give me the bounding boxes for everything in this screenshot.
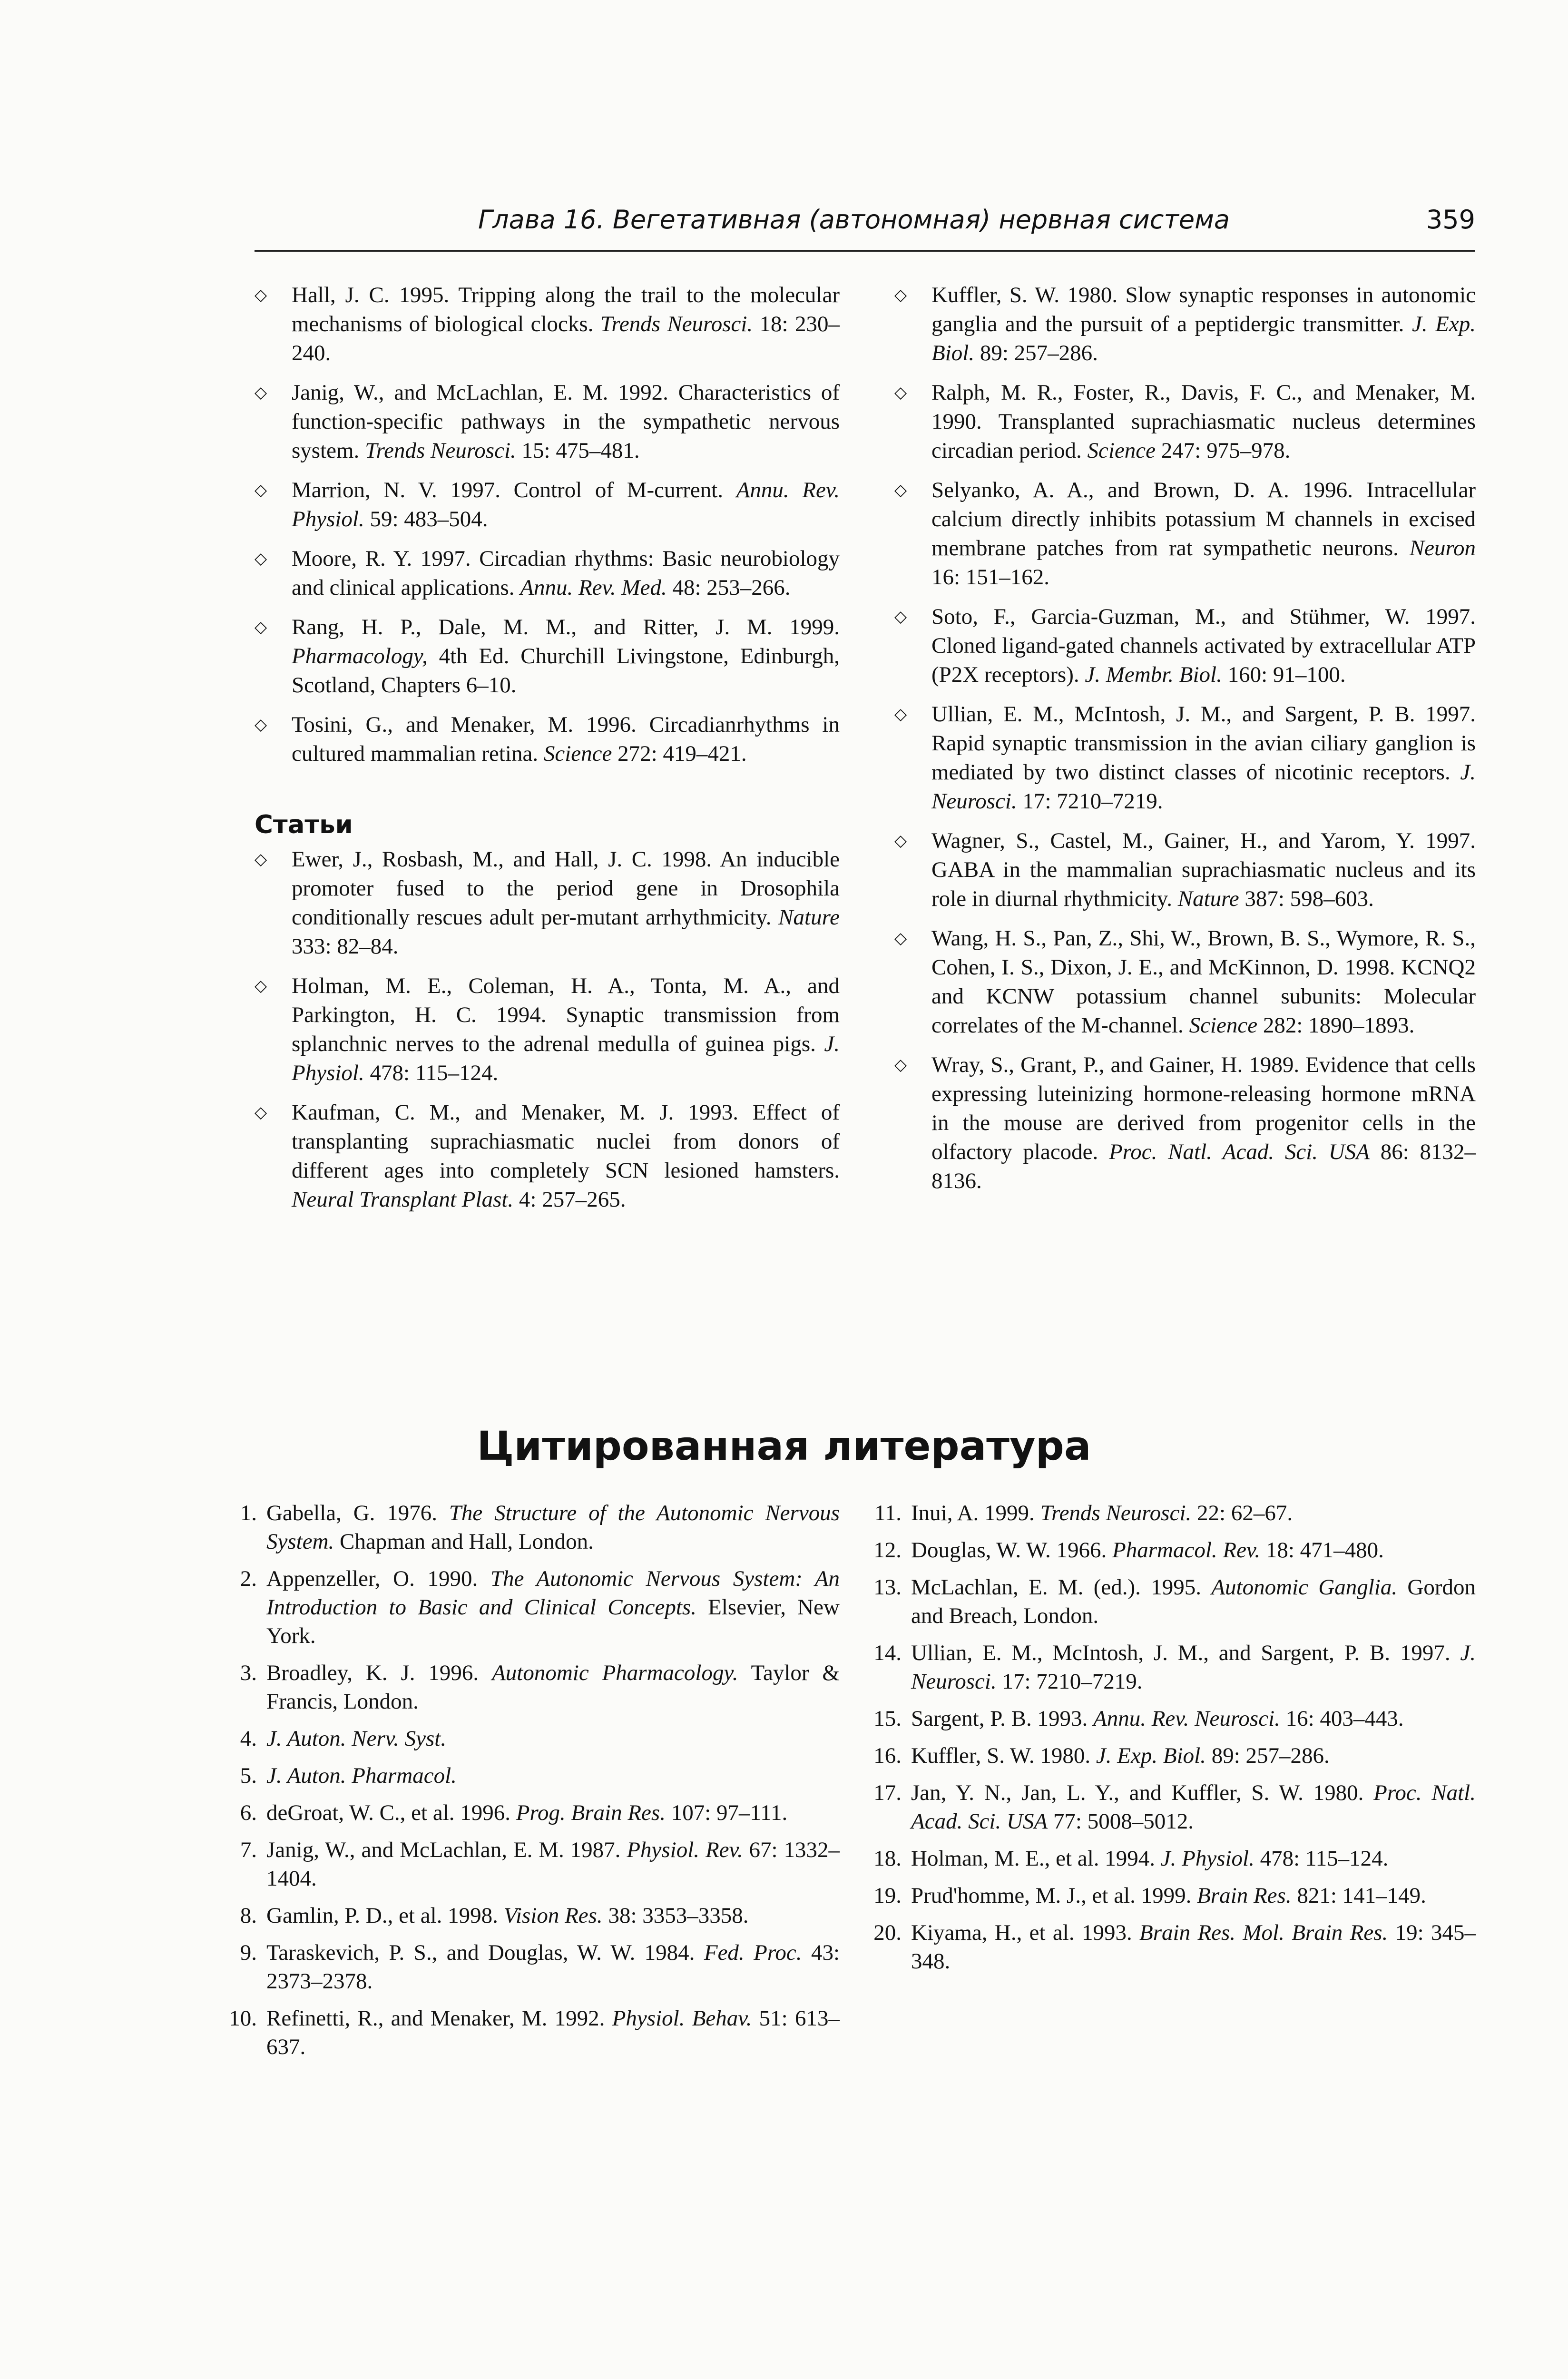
reference-item <box>255 476 840 534</box>
cited-item <box>863 1741 1476 1770</box>
bullet-icon: ◇ <box>255 716 267 734</box>
reference-text: 821: 141–149. <box>1291 1883 1426 1908</box>
reference-text: 86: 8132–8136. <box>931 1140 1476 1193</box>
reference-source: J. Auton. Pharmacol. <box>266 1763 457 1788</box>
cited-number: 1. <box>240 1501 257 1525</box>
cited-item <box>863 1779 1476 1836</box>
cited-number: 2. <box>240 1566 257 1591</box>
reference-source: Prog. Brain Res. <box>516 1800 666 1825</box>
reference-text: Marrion, N. V. 1997. Control of M-current. <box>292 478 736 502</box>
reference-source: Neural Transplant Plast. <box>292 1187 514 1212</box>
reference-text: Broadley, K. J. 1996. <box>266 1661 492 1685</box>
reference-item <box>894 602 1476 689</box>
cited-item <box>219 1724 840 1753</box>
reference-text: 18: 471–480. <box>1260 1538 1384 1563</box>
bullet-icon: ◇ <box>894 832 907 850</box>
reference-text: 18: 230–240. <box>292 312 840 365</box>
reference-text: Selyanko, A. A., and Brown, D. A. 1996. Intracellular calcium directly inhibits potassium M channels in excised membrane patches from rat sympathetic neurons. <box>931 478 1476 560</box>
reference-source: Pharmacol. Rev. <box>1112 1538 1261 1563</box>
reference-text: Taylor & Francis, London. <box>266 1661 840 1714</box>
cited-item <box>863 1918 1476 1976</box>
reference-text: 38: 3353–3358. <box>602 1903 749 1928</box>
reference-source: Physiol. Behav. <box>612 2006 752 2031</box>
right-reference-column <box>894 281 1476 1206</box>
cited-item <box>219 1836 840 1893</box>
reference-text: 51: 613–637. <box>266 2006 840 2059</box>
reference-text: Tosini, G., and Menaker, M. 1996. Circadianrhythms in cultured mammalian retina. <box>292 712 840 766</box>
cited-number: 5. <box>240 1763 257 1788</box>
bullet-icon: ◇ <box>255 851 267 868</box>
reference-source: Nature <box>1177 886 1239 911</box>
reference-text: 89: 257–286. <box>1205 1743 1330 1768</box>
reference-text: 16: 403–443. <box>1280 1706 1404 1731</box>
reference-text: Douglas, W. W. 1966. <box>911 1538 1113 1563</box>
reference-text: 17: 7210–7219. <box>996 1669 1143 1694</box>
left-reference-column <box>255 281 840 1225</box>
cited-number: 3. <box>240 1661 257 1685</box>
reference-item <box>894 378 1476 465</box>
reference-text: Gordon and Breach, London. <box>911 1575 1476 1628</box>
reference-source: Nature <box>778 905 840 930</box>
reference-source: J. Exp. Biol. <box>931 312 1476 365</box>
reference-text: 89: 257–286. <box>974 341 1098 365</box>
bullet-icon: ◇ <box>894 384 907 402</box>
reference-source: J. Neurosci. <box>931 760 1476 814</box>
reference-item <box>894 700 1476 816</box>
reference-source: J. Membr. Biol. <box>1085 662 1222 687</box>
reference-item <box>255 613 840 700</box>
reference-source: Vision Res. <box>503 1903 603 1928</box>
reference-text: 48: 253–266. <box>666 575 791 600</box>
cited-item <box>863 1704 1476 1733</box>
cited-item <box>219 1659 840 1716</box>
cited-number: 16. <box>873 1743 902 1768</box>
articles-heading: Статьи <box>255 810 353 839</box>
reference-text: McLachlan, E. M. (ed.). 1995. <box>911 1575 1212 1600</box>
reference-source: Neuron <box>1409 536 1476 560</box>
cited-number: 7. <box>240 1838 257 1862</box>
cited-number: 17. <box>873 1780 902 1805</box>
reference-item <box>255 544 840 602</box>
reference-text: 19: 345–348. <box>911 1920 1476 1974</box>
cited-number: 8. <box>240 1903 257 1928</box>
bullet-icon: ◇ <box>255 1104 267 1121</box>
reference-text: 107: 97–111. <box>665 1800 788 1825</box>
reference-source: J. Auton. Nerv. Syst. <box>266 1726 447 1751</box>
reference-source: Science <box>1087 438 1156 463</box>
reference-text: 333: 82–84. <box>292 934 399 959</box>
reference-text: 4: 257–265. <box>513 1187 626 1212</box>
reference-source: Annu. Rev. Med. <box>520 575 667 600</box>
reference-text: Kuffler, S. W. 1980. Slow synaptic responses in autonomic ganglia and the pursuit of a peptidergic transmitter. <box>931 283 1476 336</box>
reference-text: Holman, M. E., Coleman, H. A., Tonta, M. A., and Parkington, H. C. 1994. Synaptic transmission from splanchnic nerves to the adrenal medulla of guinea pigs. <box>292 973 840 1056</box>
reference-text: Holman, M. E., et al. 1994. <box>911 1846 1161 1871</box>
cited-item <box>219 1938 840 1996</box>
reference-text: 478: 115–124. <box>364 1061 499 1085</box>
reference-text: Kiyama, H., et al. 1993. <box>911 1920 1140 1945</box>
bullet-icon: ◇ <box>255 384 267 402</box>
reference-text: Appenzeller, O. 1990. <box>266 1566 490 1591</box>
reference-text: 43: 2373–2378. <box>266 1940 840 1994</box>
reference-source: Autonomic Pharmacology. <box>492 1661 738 1685</box>
reference-text: 17: 7210–7219. <box>1017 789 1163 814</box>
cited-item <box>219 1761 840 1790</box>
cited-item <box>863 1499 1476 1527</box>
reference-item <box>894 826 1476 914</box>
reference-text: Kuffler, S. W. 1980. <box>911 1743 1096 1768</box>
bullet-icon: ◇ <box>894 706 907 723</box>
cited-number: 19. <box>873 1883 902 1908</box>
cited-item <box>863 1573 1476 1630</box>
reference-item <box>255 1098 840 1214</box>
reference-text: Jan, Y. N., Jan, L. Y., and Kuffler, S. W. 1980. <box>911 1780 1374 1805</box>
reference-text: 15: 475–481. <box>516 438 640 463</box>
reference-source: Fed. Proc. <box>704 1940 802 1965</box>
reference-text: deGroat, W. C., et al. 1996. <box>266 1800 516 1825</box>
cited-list-right <box>863 1499 1476 1984</box>
cited-literature-heading: Цитированная литература <box>477 1423 1091 1469</box>
reference-source: Physiol. Rev. <box>627 1838 743 1862</box>
reference-source: The Autonomic Nervous System: An Introduction to Basic and Clinical Concepts. <box>266 1566 840 1620</box>
reference-item <box>894 1051 1476 1196</box>
bullet-icon: ◇ <box>255 482 267 499</box>
reference-item <box>255 710 840 768</box>
cited-number: 9. <box>240 1940 257 1965</box>
reference-item <box>255 845 840 961</box>
cited-item <box>219 1799 840 1827</box>
reference-text: Gamlin, P. D., et al. 1998. <box>266 1903 504 1928</box>
reference-text: Rang, H. P., Dale, M. M., and Ritter, J. M. 1999. <box>292 615 840 639</box>
reference-source: Proc. Natl. Acad. Sci. USA <box>911 1780 1476 1834</box>
bullet-icon: ◇ <box>894 482 907 499</box>
reference-text: 478: 115–124. <box>1254 1846 1389 1871</box>
reference-source: Proc. Natl. Acad. Sci. USA <box>1109 1140 1370 1164</box>
bullet-icon: ◇ <box>255 977 267 995</box>
reference-item <box>894 281 1476 368</box>
reference-text: 247: 975–978. <box>1156 438 1291 463</box>
reference-text: Soto, F., Garcia-Guzman, M., and Stühmer, W. 1997. Cloned ligand-gated channels activated by extracellular ATP (P2X receptors). <box>931 604 1476 687</box>
cited-number: 14. <box>873 1641 902 1665</box>
reference-source: Autonomic Ganglia. <box>1211 1575 1398 1600</box>
reference-item <box>255 378 840 465</box>
reference-item <box>255 972 840 1088</box>
reference-source: Annu. Rev. Physiol. <box>292 478 840 531</box>
chapter-title: Глава 16. Вегетативная (автономная) нервная система <box>478 205 1230 235</box>
cited-item <box>219 1499 840 1556</box>
reference-text: Wray, S., Grant, P., and Gainer, H. 1989. Evidence that cells expressing luteinizing hormone-releasing hormone mRNA in the mouse are derived from progenitor cells in the olfactory placode. <box>931 1052 1476 1164</box>
reference-text: Inui, A. 1999. <box>911 1501 1040 1525</box>
reference-text: Prud'homme, M. J., et al. 1999. <box>911 1883 1197 1908</box>
bullet-icon: ◇ <box>255 286 267 304</box>
reference-text: Kaufman, C. M., and Menaker, M. J. 1993. Effect of transplanting suprachiasmatic nuclei from donors of different ages into completely SCN lesioned hamsters. <box>292 1100 840 1183</box>
cited-number: 12. <box>873 1538 902 1563</box>
cited-number: 15. <box>873 1706 902 1731</box>
cited-number: 18. <box>873 1846 902 1871</box>
reference-source: Brain Res. Mol. Brain Res. <box>1139 1920 1388 1945</box>
cited-item <box>219 2004 840 2061</box>
reference-text: Refinetti, R., and Menaker, M. 1992. <box>266 2006 612 2031</box>
reference-source: Pharmacology, <box>292 644 428 668</box>
reference-text: Janig, W., and McLachlan, E. M. 1987. <box>266 1838 627 1862</box>
cited-number: 4. <box>240 1726 257 1751</box>
reference-text: Ralph, M. R., Foster, R., Davis, F. C., and Menaker, M. 1990. Transplanted suprachiasmatic nucleus determines circadian period. <box>931 380 1476 463</box>
cited-number: 10. <box>229 2006 257 2031</box>
reference-text: Wagner, S., Castel, M., Gainer, H., and Yarom, Y. 1997. GABA in the mammalian suprachiasmatic nucleus and its role in diurnal rhythmicity. <box>931 828 1476 911</box>
reference-item <box>255 281 840 368</box>
reference-text: Elsevier, New York. <box>266 1595 840 1648</box>
reference-text: 59: 483–504. <box>364 507 488 531</box>
cited-list-left <box>219 1499 840 2070</box>
bullet-icon: ◇ <box>894 1056 907 1074</box>
reference-text: Gabella, G. 1976. <box>266 1501 449 1525</box>
reference-text: Ullian, E. M., McIntosh, J. M., and Sargent, P. B. 1997. <box>911 1641 1460 1665</box>
cited-item <box>863 1536 1476 1564</box>
reference-text: Sargent, P. B. 1993. <box>911 1706 1093 1731</box>
cited-number: 6. <box>240 1800 257 1825</box>
running-header <box>255 200 1475 252</box>
reference-text: Wang, H. S., Pan, Z., Shi, W., Brown, B. S., Wymore, R. S., Cohen, I. S., Dixon, J. E., and McKinnon, D. 1998. KCNQ2 and KCNW potassium channel subunits: Molecular correlates of the M-channel. <box>931 926 1476 1038</box>
reference-item <box>894 924 1476 1040</box>
reference-text: 77: 5008–5012. <box>1048 1809 1194 1834</box>
article-list-right <box>894 281 1476 1196</box>
reference-source: J. Physiol. <box>1160 1846 1254 1871</box>
reference-text: 16: 151–162. <box>931 565 1050 590</box>
reference-source: J. Exp. Biol. <box>1096 1743 1206 1768</box>
reference-text: 22: 62–67. <box>1191 1501 1293 1525</box>
reference-text: 282: 1890–1893. <box>1257 1013 1415 1038</box>
reference-source: Brain Res. <box>1197 1883 1292 1908</box>
reference-source: Science <box>543 741 612 766</box>
cited-item <box>863 1639 1476 1696</box>
reference-text: Ewer, J., Rosbash, M., and Hall, J. C. 1998. An inducible promoter fused to the period gene in Drosophila conditionally rescues adult per-mutant arrhythmicity. <box>292 847 840 930</box>
cited-item <box>219 1901 840 1930</box>
reference-text: Ullian, E. M., McIntosh, J. M., and Sargent, P. B. 1997. Rapid synaptic transmission in the avian ciliary ganglion is mediated by two distinct classes of nicotinic receptors. <box>931 702 1476 785</box>
reference-item <box>894 476 1476 592</box>
reference-text: Hall, J. C. 1995. Tripping along the trail to the molecular mechanisms of biological clocks. <box>292 283 840 336</box>
cited-number: 20. <box>873 1920 902 1945</box>
cited-number: 11. <box>874 1501 902 1525</box>
reference-text: Taraskevich, P. S., and Douglas, W. W. 1984. <box>266 1940 704 1965</box>
page-number: 359 <box>1426 205 1475 235</box>
reference-source: J. Physiol. <box>292 1032 840 1085</box>
cited-number: 13. <box>873 1575 902 1600</box>
reference-text: 160: 91–100. <box>1222 662 1346 687</box>
article-list-left <box>255 845 840 1214</box>
reference-text: 387: 598–603. <box>1239 886 1374 911</box>
bullet-icon: ◇ <box>894 930 907 947</box>
book-list <box>255 281 840 768</box>
reference-source: Trends Neurosci. <box>1040 1501 1192 1525</box>
cited-item <box>863 1844 1476 1873</box>
reference-text: Moore, R. Y. 1997. Circadian rhythms: Basic neurobiology and clinical applications. <box>292 546 840 600</box>
reference-source: The Structure of the Autonomic Nervous System. <box>266 1501 840 1554</box>
cited-item <box>219 1564 840 1650</box>
bullet-icon: ◇ <box>255 619 267 636</box>
reference-text: 4th Ed. Churchill Livingstone, Edinburgh, Scotland, Chapters 6–10. <box>292 644 840 698</box>
bullet-icon: ◇ <box>894 286 907 304</box>
reference-text: 67: 1332–1404. <box>266 1838 840 1891</box>
reference-source: Trends Neurosci. <box>600 312 753 336</box>
reference-source: Science <box>1189 1013 1258 1038</box>
reference-text: 272: 419–421. <box>612 741 747 766</box>
reference-source: Annu. Rev. Neurosci. <box>1093 1706 1280 1731</box>
bullet-icon: ◇ <box>255 550 267 568</box>
reference-text: Chapman and Hall, London. <box>334 1529 594 1554</box>
cited-item <box>863 1881 1476 1910</box>
reference-source: J. Neurosci. <box>911 1641 1476 1694</box>
bullet-icon: ◇ <box>894 608 907 626</box>
reference-source: Trends Neurosci. <box>365 438 516 463</box>
reference-text: Janig, W., and McLachlan, E. M. 1992. Characteristics of function-specific pathways in the sympathetic nervous system. <box>292 380 840 463</box>
